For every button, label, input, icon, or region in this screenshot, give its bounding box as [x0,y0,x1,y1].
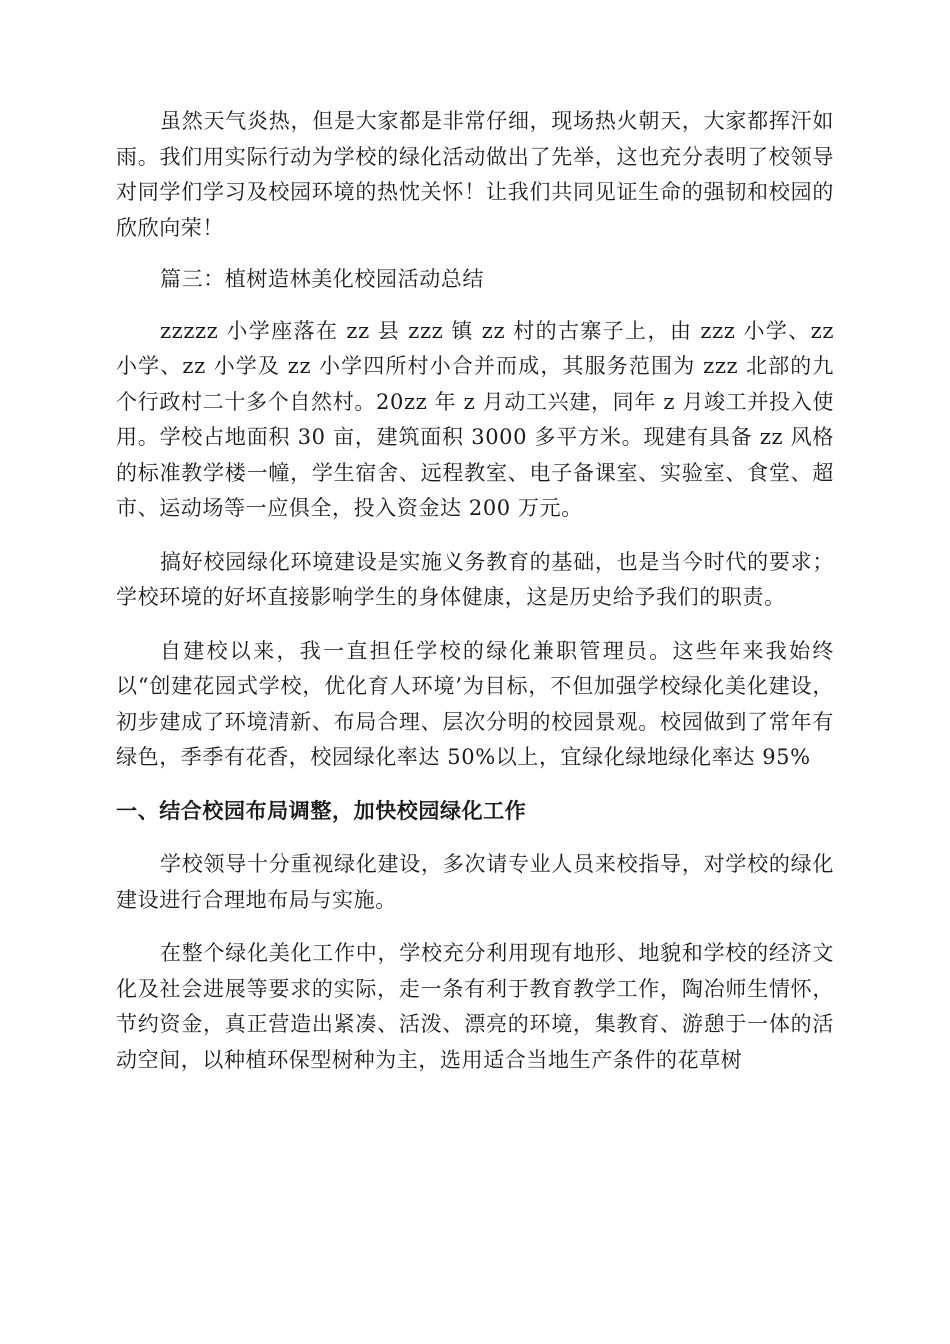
paragraph-weather: 虽然天气炎热，但是大家都是非常仔细，现场热火朝天，大家都挥汗如雨。我们用实际行动为学校的绿化活动做出了先举，这也充分表明了校领导对同学们学习及校园环境的热忱关怀！让我们共同见证生命的强韧和校园的欣欣向荣！ [116,109,834,240]
paragraph-greening-work: 在整个绿化美化工作中，学校充分利用现有地形、地貌和学校的经济文化及社会进展等要求的实际，走一条有利于教育教学工作，陶冶师生情怀，节约资金，真正营造出紧凑、活泼、漂亮的环境，集教育、游憩于一体的活动空间，以种植环保型树种为主，选用适合当地生产条件的花草树 [116,941,834,1072]
paragraph-admin-role: 自建校以来，我一直担任学校的绿化兼职管理员。这些年来我始终以“创建花园式学校，优化育人环境’为目标，不但加强学校绿化美化建设，初步建成了环境清新、布局合理、层次分明的校园景观。校园做到了常年有绿色，季季有花香，校园绿化率达 50%以上，宜绿化绿地绿化率达 95% [116,638,834,769]
paragraph-leadership: 学校领导十分重视绿化建设，多次请专业人员来校指导，对学校的绿化建设进行合理地布局与实施。 [116,852,834,912]
paragraph-greening-importance: 搞好校园绿化环境建设是实施义务教育的基础，也是当今时代的要求；学校环境的好坏直接影响学生的身体健康，这是历史给予我们的职责。 [116,549,834,609]
article-subtitle: 篇三：植树造林美化校园活动总结 [160,267,484,291]
document-page [116,104,834,1078]
paragraph-school-intro: zzzzz 小学座落在 zz 县 zzz 镇 zz 村的古寨子上，由 zzz 小学、zz 小学、zz 小学及 zz 小学四所村小合并而成，其服务范围为 zzz 北部的九个行政村二十多个自然村。20zz 年 z 月动工兴建，同年 z 月竣工并投入使用。学校占地面积 30 亩，建筑面积 3000 多平方米。现建有具备 zz 风格的标准教学楼一幢，学生宿舍、远程教室、电子备课室、实验室、食堂、超市、运动场等一应俱全，投入资金达 200 万元。 [116,318,834,520]
section-heading: 一、结合校园布局调整，加快校园绿化工作 [116,798,527,823]
